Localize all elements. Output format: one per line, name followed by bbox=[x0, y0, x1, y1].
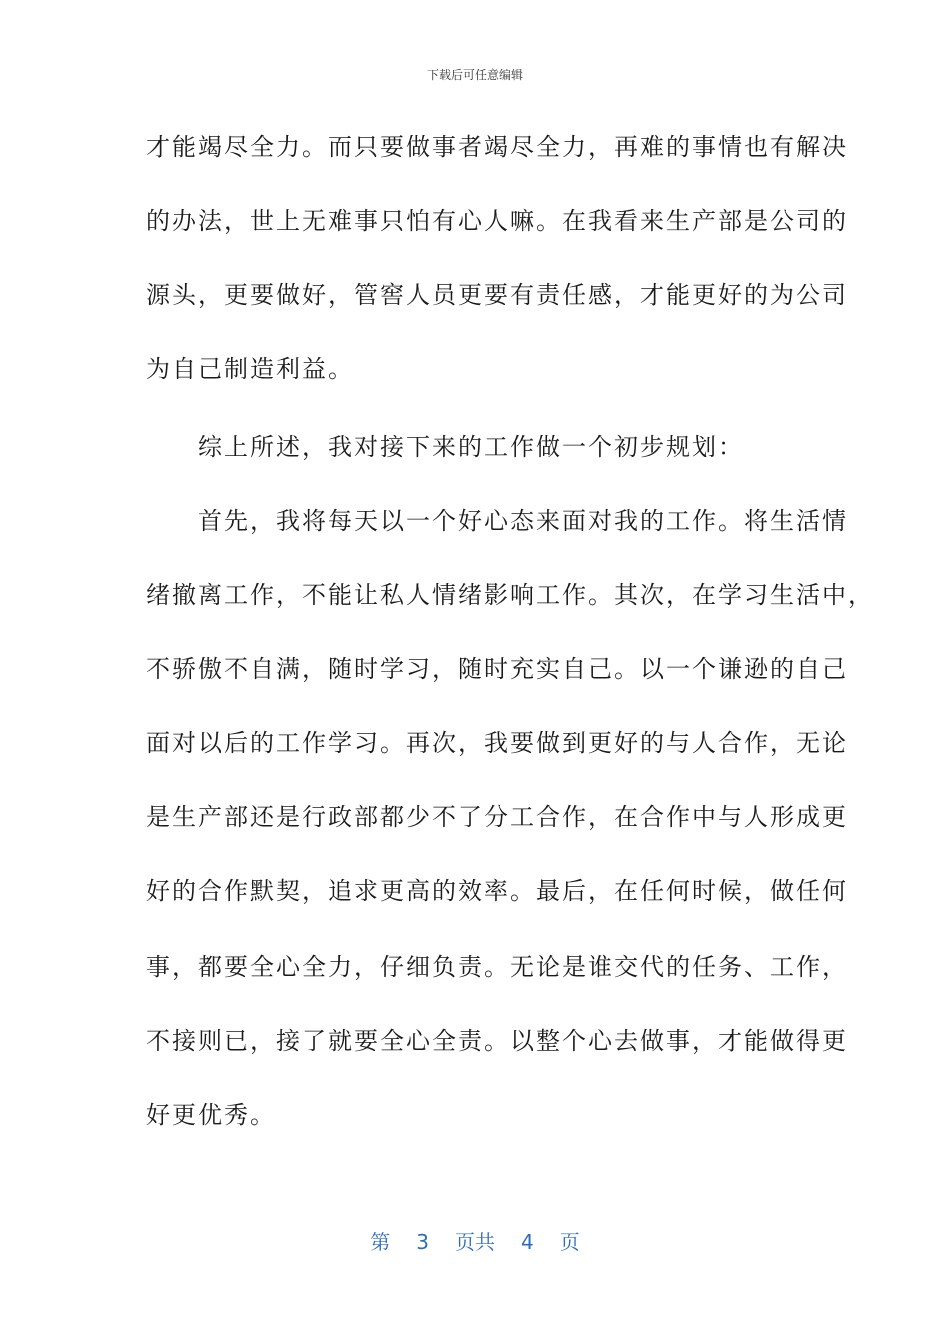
footer-total-pages: 4 bbox=[521, 1230, 534, 1254]
body-line: 为自己制造利益。 bbox=[146, 355, 354, 383]
body-line: 事，都要全心全力，仔细负责。无论是谁交代的任务、工作， bbox=[146, 953, 848, 981]
footer-prefix: 第 bbox=[370, 1230, 391, 1254]
body-line: 面对以后的工作学习。再次，我要做到更好的与人合作，无论 bbox=[146, 729, 848, 757]
body-line: 是生产部还是行政部都少不了分工合作，在合作中与人形成更 bbox=[146, 803, 848, 831]
page-footer bbox=[0, 1226, 950, 1255]
body-line: 不骄傲不自满，随时学习，随时充实自己。以一个谦逊的自己 bbox=[146, 655, 848, 683]
footer-middle: 页共 bbox=[455, 1230, 495, 1254]
body-line: 不接则已，接了就要全心全责。以整个心去做事，才能做得更 bbox=[146, 1027, 848, 1055]
footer-suffix: 页 bbox=[559, 1230, 580, 1254]
body-line: 好的合作默契，追求更高的效率。最后，在任何时候，做任何 bbox=[146, 877, 848, 905]
body-line: 好更优秀。 bbox=[146, 1101, 276, 1129]
page-header: 下载后可任意编辑 bbox=[426, 68, 523, 82]
body-line: 才能竭尽全力。而只要做事者竭尽全力，再难的事情也有解决 bbox=[146, 133, 848, 161]
body-line: 源头，更要做好，管窖人员更要有责任感，才能更好的为公司 bbox=[146, 281, 848, 309]
body-line: 的办法，世上无难事只怕有心人嘛。在我看来生产部是公司的 bbox=[146, 207, 848, 235]
footer-current-page: 3 bbox=[416, 1230, 429, 1254]
body-line: 绪撤离工作，不能让私人情绪影响工作。其次，在学习生活中， bbox=[146, 581, 874, 609]
body-line: 首先，我将每天以一个好心态来面对我的工作。将生活情 bbox=[146, 507, 848, 535]
body-line: 综上所述，我对接下来的工作做一个初步规划： bbox=[146, 433, 744, 461]
